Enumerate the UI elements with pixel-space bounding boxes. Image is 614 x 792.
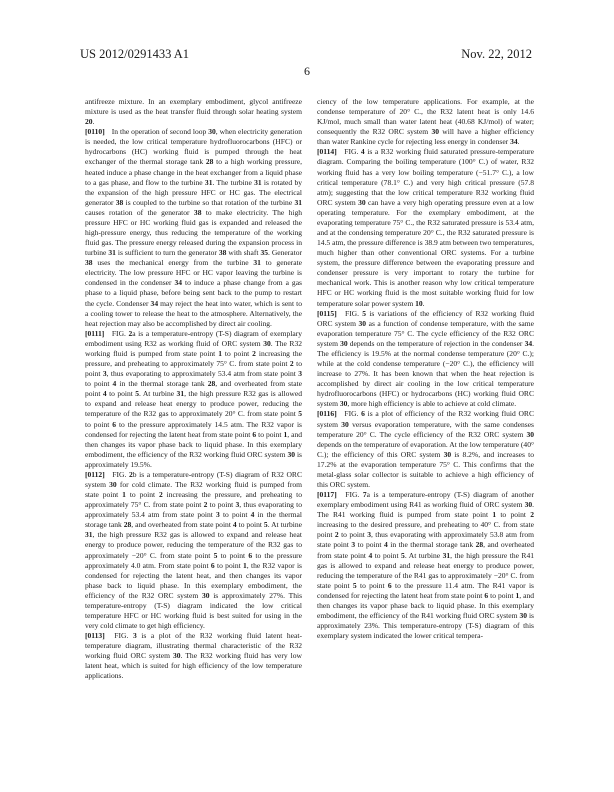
- paragraph-text: is rotated by the expansion of the high pressure HFC or HC gas. The electrical generator: [85, 177, 302, 207]
- reference-numeral: 4: [383, 540, 388, 550]
- paragraph-text: in the thermal storage tank: [387, 540, 476, 550]
- reference-numeral: 5: [298, 409, 302, 419]
- reference-numeral: 30: [526, 429, 534, 439]
- paragraph-text: , the R32 vapor is condensed for rejecting the latent heat, and then changes its vapor phase back to liquid phase. In this exemplary embodiment, the efficiency of the R32 ORC system: [85, 560, 302, 600]
- paragraph-text: a is a temperature-entropy (T-S) diagram of another exemplary embodiment using R41 as working fluid of ORC system: [317, 490, 534, 510]
- reference-numeral: 3: [235, 500, 240, 510]
- paragraph-text: increasing to the desired pressure, and preheating to 40° C. from state point: [317, 520, 534, 540]
- paragraph-text: uses the mechanical energy from the turbine: [92, 258, 254, 268]
- paragraph-text: to the pressure 11.4 atm. The R41 vapor is condensed for rejecting the latent heat from state point: [317, 580, 534, 600]
- paragraph-text: . Generator: [267, 248, 303, 258]
- paragraph-text: to point: [125, 490, 159, 500]
- paragraph-text: causes rotation of the generator: [85, 207, 194, 217]
- reference-numeral: 6: [112, 419, 117, 429]
- paragraph-text: to point: [355, 540, 384, 550]
- reference-numeral: 3: [351, 540, 356, 550]
- paragraph-text: to point: [85, 359, 302, 379]
- paragraph-text: is coupled to the turbine so that rotation of the turbine: [123, 197, 295, 207]
- reference-numeral: 30: [208, 127, 216, 137]
- reference-numeral: 31: [108, 248, 116, 258]
- paragraph-text: depends on the temperature of evaporation. At the low temperature (40° C.); the efficiency of this ORC system: [317, 439, 534, 459]
- reference-numeral: 31: [204, 177, 213, 187]
- paragraph-text: to point: [219, 510, 251, 520]
- reference-numeral: 34: [150, 298, 159, 308]
- reference-numeral: 38: [218, 248, 227, 258]
- paragraph-text: to induce a phase change from a gas phase to a liquid phase, before being sent back to the pump to restart the cycle. Condenser: [85, 278, 302, 308]
- paragraph-text: to point: [106, 389, 136, 399]
- reference-numeral: 6: [484, 590, 489, 600]
- paragraph-text: FIG.: [341, 490, 363, 500]
- reference-numeral: 30: [443, 449, 452, 459]
- paragraph-text: to make electricity. The high pressure HFC or HC working fluid gas is expanded and released the high-pressure energy, thus reducing the temperature of the working fluid gas. The pressure energy released during the expansion process in turbine: [85, 207, 302, 258]
- paragraph-text: to point: [85, 419, 113, 429]
- paragraph-text: increasing the pressure, and preheating to approximately 75° C. from state point: [85, 348, 303, 369]
- paragraph-text: is approximately 23%. This temperature-entropy (T-S) diagram of this exemplary system indicated the lower critical tempera-: [317, 610, 534, 641]
- reference-numeral: 2: [128, 469, 133, 479]
- reference-numeral: 1: [515, 590, 520, 600]
- reference-numeral: 5: [263, 520, 268, 530]
- reference-numeral: 30: [201, 590, 210, 600]
- reference-numeral: 34: [510, 137, 518, 147]
- reference-numeral: 5: [135, 389, 139, 399]
- paragraph-text: , more high efficiency is able to achieve at cold climate.: [347, 399, 517, 409]
- reference-numeral: 28: [475, 540, 484, 550]
- paragraph-text: is sufficient to turn the generator: [115, 248, 219, 258]
- reference-numeral: 2: [289, 359, 294, 369]
- paragraph-text: FIG.: [341, 409, 362, 419]
- paragraph-text: to point: [236, 520, 264, 530]
- reference-numeral: 28: [205, 157, 214, 167]
- paragraph-text: is a plot of efficiency of the R32 working fluid ORC system: [317, 409, 534, 429]
- reference-numeral: 30: [263, 338, 271, 348]
- reference-numeral: 31: [176, 389, 185, 399]
- reference-numeral: 4: [368, 550, 373, 560]
- paragraph: [317, 409, 534, 490]
- reference-numeral: 1: [492, 510, 497, 520]
- paragraph-text: is variations of the efficiency of R32 working fluid ORC system: [317, 308, 534, 328]
- paragraph-text: . The R41 working fluid is pumped from state point: [317, 500, 534, 520]
- paragraph-text: may reject the heat into water, which is sent to a cooling tower to release the heat to the atmosphere. Alternatively, the heat rejection may also be accomplished by direct air cooling.: [85, 298, 302, 328]
- paragraph-text: to point: [85, 379, 113, 389]
- reference-numeral: 4: [112, 379, 117, 389]
- reference-numeral: 1: [218, 348, 222, 358]
- paragraph-text: .: [517, 137, 520, 147]
- reference-numeral: 31: [85, 530, 93, 540]
- paragraph-number: [0117]: [317, 490, 337, 500]
- reference-numeral: 30: [339, 399, 348, 409]
- left-text-column: [85, 97, 302, 682]
- paragraph-text: to point: [222, 348, 253, 358]
- paragraph-text: a is a temperature-entropy (T-S) diagram of exemplary embodiment using R32 as working fluid of ORC system: [85, 328, 302, 348]
- reference-numeral: 6: [361, 409, 365, 419]
- paragraph-number: [0112]: [85, 469, 105, 479]
- paragraph-text: to point: [356, 580, 388, 590]
- reference-numeral: 20: [85, 117, 93, 127]
- paragraph-text: to point: [338, 530, 368, 540]
- paragraph-text: to point: [256, 429, 284, 439]
- paragraph-text: to point: [217, 550, 249, 560]
- paragraph-text: to generate electricity. The low pressure HFC or HC vapor leaving the turbine is condensed in the condenser: [85, 258, 302, 288]
- paragraph: [317, 147, 534, 308]
- paragraph-text: , and overheated from state point: [85, 379, 302, 399]
- paragraph: [317, 97, 534, 147]
- paragraph-text: .: [422, 298, 425, 308]
- paragraph-text: , the high pressure R32 gas is allowed to expand and release heat energy to produce power, reducing the temperature of the R32 gas to approximately 20° C. from state point: [85, 389, 302, 419]
- reference-numeral: 3: [216, 510, 220, 520]
- paragraph-text: , thus evaporating to approximately 53.4 atm from state point: [85, 500, 303, 520]
- paragraph-text: , and then changes its vapor phase back to liquid phase. In this exemplary embodiment, the efficiency of the R32 working fluid ORC system: [85, 429, 303, 459]
- reference-numeral: 31: [254, 177, 262, 187]
- paragraph-text: FIG.: [341, 308, 363, 318]
- paragraph-text: . The efficiency is 19.5% at the normal condense temperature (20° C.); while at the cold condense temperature (−20° C.), the efficiency will increase to 27%. It has been known that when the heat rejection is accomplished by direct air cooling in the low critical temperature hydrofluorocarbons (HFC) or hydrocarbons (HC) working fluid ORC system: [317, 338, 534, 409]
- paragraph: [317, 309, 534, 410]
- reference-numeral: 38: [85, 258, 93, 268]
- paragraph-text: FIG.: [341, 147, 361, 157]
- reference-numeral: 34: [174, 278, 183, 288]
- reference-numeral: 3: [367, 530, 372, 540]
- reference-numeral: 4: [102, 389, 107, 399]
- page-number: 6: [304, 64, 310, 78]
- reference-numeral: 34: [524, 338, 533, 348]
- reference-numeral: 6: [248, 550, 253, 560]
- reference-numeral: 30: [287, 449, 295, 459]
- reference-numeral: 10: [415, 298, 423, 308]
- reference-numeral: 2: [334, 530, 339, 540]
- paragraph-text: . At turbine: [267, 520, 302, 530]
- paragraph-text: In the operation of second loop: [109, 127, 209, 137]
- paragraph: [85, 329, 302, 470]
- reference-numeral: 1: [122, 490, 126, 500]
- paragraph-text: is approximately 19.5%.: [85, 449, 302, 469]
- reference-numeral: 30: [173, 651, 181, 661]
- publication-number: US 2012/0291433 A1: [80, 47, 190, 61]
- paragraph-text: to point: [488, 590, 516, 600]
- reference-numeral: 38: [115, 197, 124, 207]
- paragraph-text: . The R32 working fluid has very low latent heat, which is suited for high efficiency of the low temperature applications.: [85, 651, 302, 681]
- paragraph-text: antifreeze mixture. In an exemplary embodiment, glycol antifreeze mixture is used as the heat transfer fluid through solar heating system: [85, 97, 302, 117]
- reference-numeral: 1: [243, 560, 247, 570]
- paragraph-text: is a plot of the R32 working fluid latent heat-temperature diagram, illustrating thermal characteristic of the R32 working fluid ORC system: [85, 631, 302, 661]
- paragraph-text: b is a temperature-entropy (T-S) diagram of R32 ORC system: [85, 469, 302, 489]
- reference-numeral: 30: [341, 419, 349, 429]
- reference-numeral: 5: [362, 308, 367, 318]
- reference-numeral: 31: [442, 550, 451, 560]
- paragraph-text: is 8.2%, and increases to 17.2% at the evaporation temperature 75° C. This confirms that the metal-glass solar collector is suitable to achieve a high efficiency of this ORC system.: [317, 449, 534, 489]
- paragraph-text: to a high working pressure, heated induce a phase change in the heat exchanger from a liquid phase to a gas phase, and flow to the turbine: [85, 157, 302, 187]
- paragraph-text: FIG.: [109, 328, 129, 338]
- reference-numeral: 5: [401, 550, 405, 560]
- paragraph-number: [0115]: [317, 308, 337, 318]
- paragraph-text: depends on the temperature of rejection in the condenser: [347, 338, 525, 348]
- paragraph-text: to point: [496, 510, 531, 520]
- paragraph: [85, 470, 302, 631]
- paragraph-text: FIG.: [109, 469, 129, 479]
- paragraph-text: in the thermal storage tank: [85, 510, 302, 530]
- reference-numeral: 28: [207, 379, 216, 389]
- reference-numeral: 2: [128, 328, 133, 338]
- reference-numeral: 30: [340, 338, 348, 348]
- paragraph-text: for cold climate. The R32 working fluid is pumped from state point: [85, 479, 303, 500]
- paragraph-text: to the pressure approximately 4.0 atm. From state point: [85, 550, 302, 570]
- paragraph-number: [0113]: [85, 631, 105, 641]
- paragraph-text: , the high pressure R32 gas is allowed to expand and release heat energy to produce power, reducing the temperature of the R32 gas to approximately −20° C. from state point: [85, 530, 302, 560]
- paragraph-text: ciency of the low temperature applications. For example, at the condense temperature of 20° C., the R32 latent heat is only 14.6 KJ/mol, much small than water latent heat (40.68 KJ/mol) of water; consequently the R32 ORC system: [317, 97, 534, 137]
- paragraph-text: . The R32 working fluid is pumped from state point: [85, 338, 302, 358]
- paragraph-number: [0110]: [85, 127, 105, 137]
- paragraph-text: , thus evaporating to approximately 53.4 atm from state point: [106, 369, 299, 379]
- reference-numeral: 2: [530, 510, 534, 520]
- paragraph-text: FIG.: [109, 631, 133, 641]
- publication-date: Nov. 22, 2012: [461, 47, 532, 61]
- paragraph-number: [0116]: [317, 409, 337, 419]
- reference-numeral: 1: [283, 429, 288, 439]
- paragraph-text: .: [92, 117, 95, 127]
- reference-numeral: 7: [362, 490, 367, 500]
- paragraph-text: . The turbine: [212, 177, 255, 187]
- paragraph-text: . At turbine: [404, 550, 443, 560]
- paragraph-text: to point: [214, 560, 244, 570]
- paragraph-text: , thus evaporating with approximately 53.8 atm from state point: [317, 530, 535, 550]
- paragraph-text: , and then changes its vapor phase back to liquid phase. In this exemplary embodiment, the efficiency of the R41 working fluid ORC system: [317, 590, 535, 620]
- paragraph-text: , when electricity generation is needed, the low critical temperature hydrofluorocarbons (HFC) or hydrocarbons (HC) working fluid is pumped through the heat exchanger of the thermal storage tank: [85, 127, 302, 167]
- reference-numeral: 30: [524, 500, 533, 510]
- paragraph-text: as a function of condense temperature, with the same evaporation temperature 75° C. The cycle efficiency of the R32 ORC system: [317, 318, 534, 348]
- paragraph-text: versus evaporation temperature, with the same condenses temperature 20° C. The cycle efficiency of the R32 ORC system: [317, 419, 534, 439]
- reference-numeral: 6: [252, 429, 257, 439]
- reference-numeral: 35: [260, 248, 268, 258]
- paragraph-text: can have a very high operating pressure even at a low operating temperature. For the exemplary embodiment, at the evaporating temperature 75° C., the R32 saturated pressure is 53.4 atm, and at the condensing temperature 20° C., the R32 saturated pressure is 14.5 atm, the pressure difference is 38.9 atm between two temperatures, much higher than other conventional ORC systems. For a turbine system, the pressure difference between the evaporating pressure and condenser pressure is very important to rotary the turbine for mechanical work. This is another reason why low critical temperature HFC or HC working fluid is the most suitable working fluid for low temperature solar power system: [317, 197, 534, 308]
- paragraph-text: , and overheated from state point: [131, 520, 233, 530]
- reference-numeral: 31: [294, 197, 302, 207]
- paragraph: [85, 631, 302, 681]
- paragraph-text: , the high pressure the R41 gas is allowed to expand and release heat energy to produce power, reducing the temperature of the R41 gas to approximately −20° C. from state point: [317, 550, 535, 590]
- reference-numeral: 4: [250, 510, 255, 520]
- reference-numeral: 30: [519, 610, 527, 620]
- reference-numeral: 31: [253, 258, 261, 268]
- reference-numeral: 28: [123, 520, 132, 530]
- paragraph: [317, 490, 534, 641]
- right-text-column: [317, 97, 534, 641]
- paragraph: [85, 127, 302, 329]
- paragraph-text: to the pressure approximately 14.5 atm. The R32 vapor is condensed for rejecting the latent heat from state point: [85, 419, 302, 439]
- reference-numeral: 2: [158, 490, 163, 500]
- paragraph-text: . At turbine: [139, 389, 177, 399]
- reference-numeral: 4: [232, 520, 237, 530]
- reference-numeral: 30: [358, 197, 366, 207]
- reference-numeral: 6: [210, 560, 215, 570]
- paragraph-text: to point: [372, 550, 402, 560]
- paragraph-text: is approximately 27%. This temperature-entropy (T-S) diagram indicated the low critical temperature HFC or HC working fluid is best suited for using in the very cold climate to get high efficiency.: [85, 590, 302, 631]
- paragraph-text: , and overheated from state point: [317, 540, 534, 560]
- reference-numeral: 30: [109, 479, 117, 489]
- reference-numeral: 2: [203, 500, 208, 510]
- reference-numeral: 3: [102, 369, 107, 379]
- paragraph-text: to point: [207, 500, 236, 510]
- paragraph-text: with shaft: [226, 248, 261, 258]
- reference-numeral: 30: [358, 318, 367, 328]
- reference-numeral: 38: [193, 207, 202, 217]
- paragraph-text: in the thermal storage tank: [116, 379, 208, 389]
- reference-numeral: 4: [360, 147, 365, 157]
- paragraph-text: is a R32 working fluid saturated pressure-temperature diagram. Comparing the boiling temperature (100° C.) of water, R32 working fluid has a very low boiling temperature (−51.7° C.), a low critical temperature (78.1° C.) and very high critical pressure (57.8 atm); suggesting that the low critical temperature R32 working fluid ORC system: [317, 147, 535, 207]
- reference-numeral: 2: [252, 348, 256, 358]
- paragraph-number: [0114]: [317, 147, 337, 157]
- reference-numeral: 5: [213, 550, 218, 560]
- reference-numeral: 3: [132, 631, 137, 641]
- paragraph-text: will have a higher efficiency than water Rankine cycle for rejecting less energy in condenser: [317, 127, 534, 147]
- reference-numeral: 6: [387, 580, 392, 590]
- reference-numeral: 5: [352, 580, 357, 590]
- reference-numeral: 30: [431, 127, 439, 137]
- paragraph-text: increasing the pressure, and preheating to approximately 75° C. from state point: [85, 490, 303, 510]
- reference-numeral: 3: [298, 369, 302, 379]
- paragraph-number: [0111]: [85, 328, 105, 338]
- paragraph: [85, 97, 302, 127]
